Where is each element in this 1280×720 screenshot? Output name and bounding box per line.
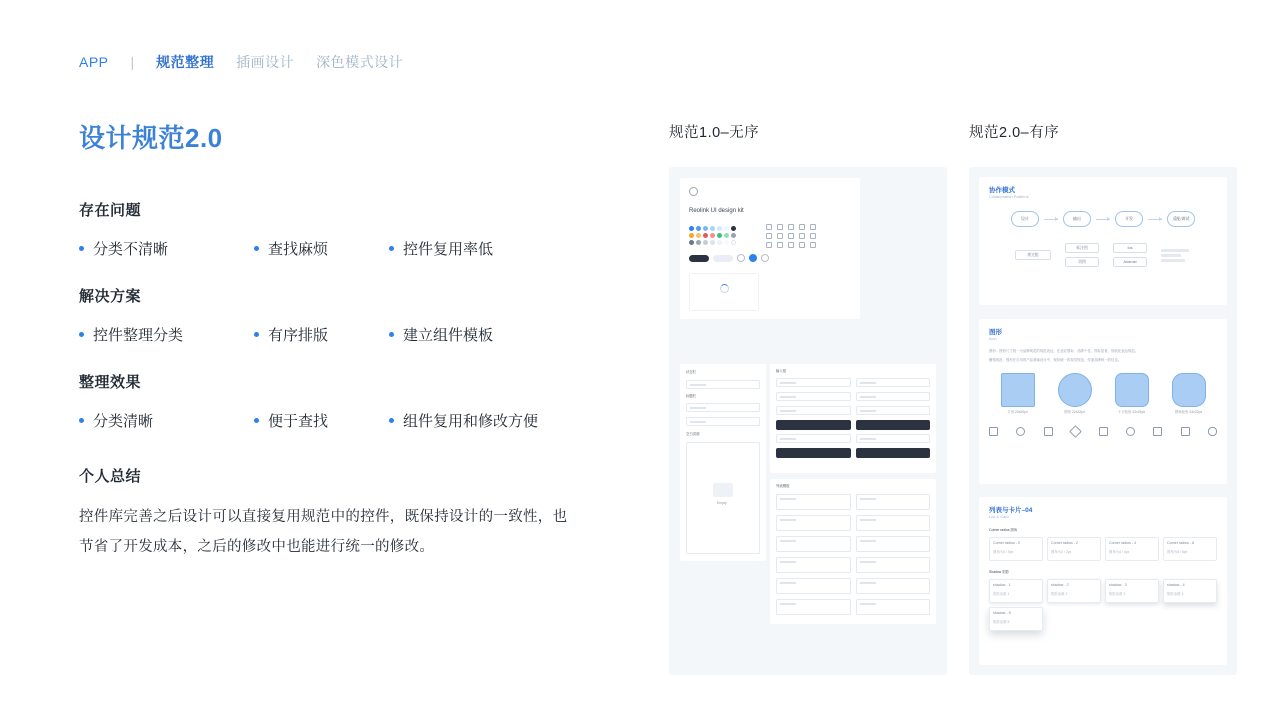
shape-caption: 方形 20x20px [1007, 410, 1028, 414]
bullet-dot-icon [79, 246, 84, 251]
glyph-icon [799, 242, 805, 248]
top-navigation [79, 52, 425, 72]
sample-value: 阴影参数 2 [1051, 592, 1068, 596]
list-item [389, 238, 629, 259]
bullet-dot-icon [389, 246, 394, 251]
glyph-icon [799, 233, 805, 239]
block-caption: 状态栏 [686, 370, 697, 374]
sun-icon [689, 187, 698, 196]
radius-sample [1047, 537, 1101, 561]
nav-item-illustration[interactable]: 插画设计 [236, 54, 295, 70]
list-item [389, 410, 629, 431]
sample-name: shadow - 2 [1051, 583, 1069, 587]
card-title: 协作模式 [989, 187, 1015, 194]
preview-panel-v1[interactable] [669, 167, 947, 675]
shape-caption: 十字矩形 22x24px [1117, 410, 1146, 414]
nav-separator: | [130, 54, 135, 70]
list-item-label: 建立组件模板 [403, 327, 494, 344]
bullet-dot-icon [389, 332, 394, 337]
list-item-label: 查找麻烦 [268, 241, 329, 258]
glyph-icon [788, 224, 794, 230]
sample-name: shadow - 3 [1109, 583, 1127, 587]
bullet-row [79, 324, 639, 345]
radius-sample [1105, 537, 1159, 561]
list-item-label: 组件复用和修改方便 [403, 413, 539, 430]
card-description: 图形：图形尺寸统一为品牌规范的规范表达，在适应图标、品牌个性、图标显著、细致化表达规范。 [989, 349, 1139, 353]
bullet-dot-icon [79, 332, 84, 337]
block-caption: 标题栏 [686, 394, 697, 398]
card-subtitle: Collaboration Patterns [989, 194, 1029, 199]
list-item-label: 便于查找 [268, 413, 329, 430]
shadow-sample [1047, 579, 1101, 603]
bullet-dot-icon [79, 418, 84, 423]
monitor-icon [1044, 427, 1053, 436]
camera-icon [1016, 427, 1025, 436]
radius-sample [989, 537, 1043, 561]
flow-node: 开发 [1115, 211, 1143, 227]
kit-title: Reolink UI design kit [689, 208, 744, 214]
section-results [79, 371, 639, 431]
sample-name: Corner radius - 4 [1109, 541, 1136, 545]
bullet-dot-icon [254, 246, 259, 251]
spec-card-collaboration [979, 177, 1227, 305]
list-item-label: 有序排版 [268, 327, 329, 344]
bullet-dot-icon [254, 332, 259, 337]
card-description-2: 栅格规范：图形在应用的产品基础设计中、保持统一的视觉规范，传递品牌统一的信息。 [989, 358, 1122, 362]
shadow-sample [989, 607, 1043, 631]
mock-radio [761, 254, 769, 262]
sample-value: 圆角为8 / 8px [1167, 550, 1188, 554]
glyph-icon [810, 233, 816, 239]
mock-radio [737, 254, 745, 262]
list-item-label: 分类不清晰 [93, 241, 169, 258]
radius-sample [1163, 537, 1217, 561]
brand-label: APP [79, 54, 109, 70]
block-caption: 空白页面 [686, 432, 700, 436]
sample-name: Corner radius - 0 [993, 541, 1020, 545]
sample-value: 阴影参数 1 [993, 592, 1010, 596]
icon-specimen-row [979, 427, 1227, 436]
spec-card-list-card [979, 497, 1227, 665]
card-subtitle: Icon [989, 336, 997, 341]
card-title: 图形 [989, 329, 1002, 336]
mock-input-block [770, 364, 936, 473]
mock-list-template-block [770, 479, 936, 624]
flow-node: 输出 [1063, 211, 1091, 227]
summary-body: 控件库完善之后设计可以直接复用规范中的控件，既保持设计的一致性，也节省了开发成本，之后的修改中也能进行统一的修改。 [79, 509, 568, 555]
list-item [79, 238, 254, 259]
sample-value: 圆角为2 / 2px [1051, 550, 1072, 554]
cart-icon [1181, 427, 1190, 436]
sample-name: Corner radius - 2 [1051, 541, 1078, 545]
mock-radio-selected [749, 254, 757, 262]
spinner-icon [720, 284, 729, 293]
glyph-icon [777, 224, 783, 230]
card-title: 列表与卡片–04 [989, 507, 1033, 514]
section-heading: 解决方案 [79, 288, 142, 305]
bullet-row [79, 238, 639, 259]
group-label-radius: Corner radius 圆角 [989, 528, 1018, 532]
list-item [254, 238, 389, 259]
clock-icon [1126, 427, 1135, 436]
sample-name: Corner radius - 8 [1167, 541, 1194, 545]
shape-caption: 圆角矩形 24x22px [1174, 410, 1203, 414]
mock-loading-card [689, 273, 759, 311]
left-column [79, 118, 639, 562]
sample-value: 圆角为4 / 4px [1109, 550, 1130, 554]
glyph-icon [766, 233, 772, 239]
card-subtitle: List & Card [989, 514, 1009, 519]
icon-sample-grid [766, 224, 818, 248]
shadow-sample [1163, 579, 1217, 603]
spec-card-shapes [979, 319, 1227, 484]
bullet-row [79, 410, 639, 431]
flow-chip: 标注图 [1065, 243, 1099, 253]
list-item [79, 410, 254, 431]
mock-empty-page-block: 空白页面 Empty [680, 426, 766, 561]
sample-name: shadow - 1 [993, 583, 1011, 587]
sample-value: 圆角为0 / 0px [993, 550, 1014, 554]
list-item [79, 324, 254, 345]
page-title: 设计规范2.0 [79, 123, 223, 153]
nav-item-spec[interactable]: 规范整理 [156, 54, 215, 70]
panel-label-v1: 规范1.0–无序 [669, 125, 760, 141]
flow-chip: Android [1113, 257, 1147, 267]
flow-chip: 切图 [1065, 257, 1099, 267]
section-heading: 存在问题 [79, 202, 142, 219]
panel-label-v2: 规范2.0–有序 [969, 125, 1060, 141]
mock-button [713, 255, 733, 262]
section-heading: 整理效果 [79, 374, 142, 391]
flow-chip: 规定组 [1015, 250, 1051, 260]
section-problems [79, 199, 639, 259]
glyph-icon [788, 242, 794, 248]
block-caption: 列表模板 [776, 484, 790, 488]
shadow-sample [1105, 579, 1159, 603]
sample-value: 阴影参数 5 [993, 620, 1010, 624]
sample-name: shadow - 5 [993, 611, 1011, 615]
preview-panel-v2[interactable] [969, 167, 1237, 675]
list-item [254, 410, 389, 431]
glyph-icon [810, 242, 816, 248]
glyph-icon [777, 242, 783, 248]
mail-icon [1208, 427, 1217, 436]
summary-heading: 个人总结 [79, 468, 142, 485]
flow-node: 设计 [1011, 211, 1039, 227]
section-solutions [79, 285, 639, 345]
glyph-icon [766, 242, 772, 248]
shadow-sample [989, 579, 1043, 603]
sample-value: 阴影参数 3 [1109, 592, 1126, 596]
user-icon [1099, 427, 1108, 436]
bullet-dot-icon [389, 418, 394, 423]
warning-icon [1153, 427, 1162, 436]
sample-value: 阴影参数 4 [1167, 592, 1184, 596]
list-item [389, 324, 629, 345]
glyph-icon [777, 233, 783, 239]
flow-chip: Ios [1113, 243, 1147, 253]
glyph-icon [799, 224, 805, 230]
group-label-shadow: Shadow 阴影 [989, 570, 1009, 574]
glyph-icon [788, 233, 794, 239]
list-item-label: 分类清晰 [93, 413, 154, 430]
mock-design-kit-header [680, 178, 860, 319]
shape-caption: 圆形 22x22px [1064, 410, 1085, 414]
flow-node: 适配/调试 [1167, 211, 1195, 227]
glyph-icon [810, 224, 816, 230]
bullet-dot-icon [254, 418, 259, 423]
glyph-icon [766, 224, 772, 230]
arrow-icon [1148, 219, 1162, 220]
list-item [254, 324, 389, 345]
block-caption: 输入框 [776, 369, 787, 373]
nav-item-dark-mode[interactable]: 深色模式设计 [316, 54, 404, 70]
edit-icon [1069, 425, 1082, 438]
arrow-icon [1044, 219, 1058, 220]
mock-button [689, 255, 709, 262]
home-icon [989, 427, 998, 436]
list-item-label: 控件复用率低 [403, 241, 494, 258]
color-swatch-grid [689, 226, 759, 247]
arrow-icon [1096, 219, 1110, 220]
mock-control-row [689, 254, 769, 262]
sample-name: shadow - 4 [1167, 583, 1185, 587]
list-item-label: 控件整理分类 [93, 327, 184, 344]
